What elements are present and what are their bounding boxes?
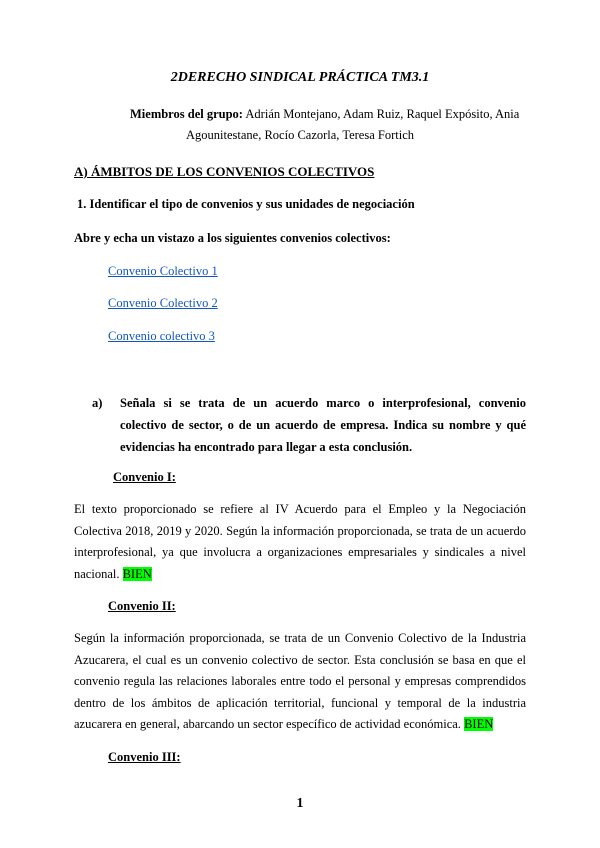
section-a-heading: A) ÁMBITOS DE LOS CONVENIOS COLECTIVOS xyxy=(74,164,375,179)
members-line-1 xyxy=(130,107,519,122)
task-a-text: Señala si se trata de un acuerdo marco o interprofesional, convenio colectivo de sector, o de un acuerdo de empresa. Indica su nombre y qué evidencias ha encontrado para llegar a esta conclusión. xyxy=(120,396,526,454)
convenio-1-paragraph xyxy=(74,499,526,585)
convenio-1-mark: BIEN xyxy=(122,566,152,581)
task-a-marker: a) xyxy=(92,396,103,410)
link-convenio-1[interactable]: Convenio Colectivo 1 xyxy=(108,264,218,278)
members-names-2: Agounitestane, Rocío Cazorla, Teresa Fortich xyxy=(186,128,414,142)
link-convenio-3[interactable]: Convenio colectivo 3 xyxy=(108,329,215,343)
members-label: Miembros del grupo: xyxy=(130,107,243,121)
members-names-1: Adrián Montejano, Adam Ruiz, Raquel Expósito, Ania xyxy=(245,107,520,121)
convenio-1-text: El texto proporcionado se refiere al IV Acuerdo para el Empleo y la Negociación Colectiva 2018, 2019 y 2020. Según la información proporcionada, se trata de un acuerdo interprofesional, ya que involucra a organizaciones empresariales y sindicales a nivel nacional. xyxy=(74,502,526,581)
page-number: 1 xyxy=(296,796,304,811)
convenio-3-heading: Convenio III: xyxy=(108,750,181,764)
document-title: 2DERECHO SINDICAL PRÁCTICA TM3.1 xyxy=(170,70,430,85)
task-a xyxy=(92,392,526,458)
convenio-2-text: Según la información proporcionada, se trata de un Convenio Colectivo de la Industria Azucarera, el cual es un convenio colectivo de sector. Esta conclusión se basa en que el convenio regula las relaciones laborales entre todo el personal y empresas comprendidos dentro de los ámbitos de aplicación territorial, funcional y temporal de la industria azucarera en general, abarcando un sector específico de actividad económica. xyxy=(74,631,526,731)
link-convenio-2[interactable]: Convenio Colectivo 2 xyxy=(108,296,218,310)
convenio-1-heading: Convenio I: xyxy=(113,470,176,484)
open-instruction: Abre y echa un vistazo a los siguientes convenios colectivos: xyxy=(74,231,391,245)
convenio-2-paragraph xyxy=(74,628,526,736)
convenio-2-mark: BIEN xyxy=(464,717,494,731)
convenio-2-heading: Convenio II: xyxy=(108,599,176,613)
question-1-heading: 1. Identificar el tipo de convenios y sus unidades de negociación xyxy=(77,197,415,211)
